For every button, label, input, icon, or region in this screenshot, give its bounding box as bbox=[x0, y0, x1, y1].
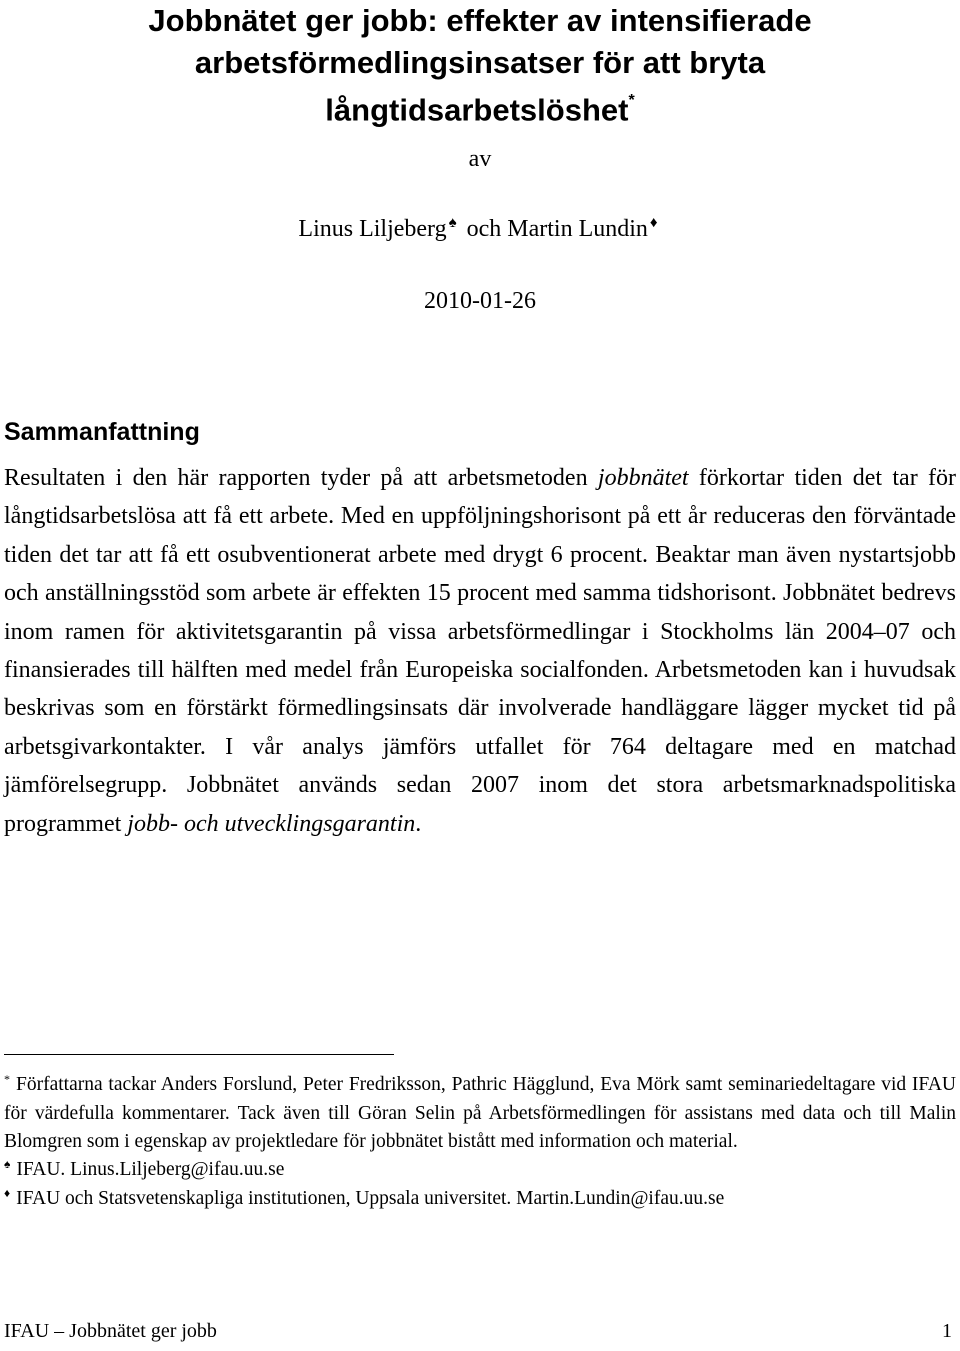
byline-word: av bbox=[468, 146, 492, 172]
author-join: och bbox=[466, 216, 502, 242]
abstract-text-2: förkortar tiden det tar för långtidsarbetslösa att få ett arbete. Med en uppföljningshorisont på ett år reduceras den förväntade tiden det tar att få ett osubventionerat arbete med drygt 6 procent. Beaktar man även nystartsjobb och anställningsstöd som arbete är effekten 15 procent med samma tidshorisont. Jobbnätet bedrevs inom ramen för aktivitetsgarantin på vissa arbetsförmedlingar i Stockholms län 2004–07 och finansierades till hälften med medel från Europeiska socialfonden. Arbetsmetoden kan i huvudsak beskrivas som en förstärkt förmedlingsinsats där involverade handläggare lägger mycket tid på arbetsgivarkontakter. I vår analys jämförs utfallet för 764 deltagare med en matchad jämförelsegrupp. Jobbnätet används sedan 2007 inom det stora arbetsmarknadspolitiska programmet bbox=[4, 465, 956, 837]
footnote-divider bbox=[4, 1054, 394, 1055]
page-number: 1 bbox=[942, 1320, 952, 1342]
author-name-2: Martin Lundin bbox=[507, 216, 648, 242]
footnote-author-1 bbox=[4, 1156, 956, 1185]
footnote-text-2: IFAU. Linus.Liljeberg@ifau.uu.se bbox=[16, 1159, 285, 1180]
author2-footnote-mark: ♦ bbox=[649, 215, 658, 231]
footnotes bbox=[4, 1071, 956, 1214]
abstract-text-1: Resultaten i den här rapporten tyder på att arbetsmetoden bbox=[4, 465, 598, 491]
running-title: IFAU – Jobbnätet ger jobb bbox=[4, 1320, 217, 1342]
publication-date: 2010-01-26 bbox=[424, 288, 536, 314]
abstract-emphasis-1: jobbnätet bbox=[597, 465, 689, 491]
page-footer bbox=[4, 1320, 952, 1343]
paper-title-text: Jobbnätet ger jobb: effekter av intensifierade arbetsförmedlingsinsatser för att bryta långtidsarbetslöshet bbox=[148, 3, 812, 128]
abstract-paragraph bbox=[4, 459, 956, 843]
paper-title bbox=[40, 0, 920, 131]
author-name-1: Linus Liljeberg bbox=[298, 216, 447, 242]
footnote-text-3: IFAU och Statsvetenskapliga institutionen, Uppsala universitet. Martin.Lundin@ifau.uu.se bbox=[16, 1188, 725, 1209]
author1-footnote-mark: ♠ bbox=[448, 215, 457, 231]
footnote-mark-diamond: ♦ bbox=[4, 1186, 11, 1200]
abstract-heading: Sammanfattning bbox=[4, 418, 200, 446]
footnote-mark-asterisk: * bbox=[4, 1072, 10, 1086]
authors-line bbox=[0, 216, 960, 243]
abstract-text-3: . bbox=[415, 810, 422, 837]
title-footnote-mark: * bbox=[628, 92, 635, 109]
abstract-emphasis-2: jobb- och utvecklingsgarantin bbox=[127, 810, 416, 837]
footnote-acknowledgements bbox=[4, 1071, 956, 1156]
footnote-mark-spade: ♠ bbox=[4, 1157, 11, 1171]
footnote-author-2 bbox=[4, 1185, 956, 1214]
footnote-text-1: Författarna tackar Anders Forslund, Peter Fredriksson, Pathric Hägglund, Eva Mörk samt seminariedeltagare vid IFAU för värdefulla kommentarer. Tack även till Göran Selin på Arbetsförmedlingen för assistans med data och till Malin Blomgren som i egenskap av projektledare för jobbnätet bistått med information och material. bbox=[4, 1074, 956, 1152]
